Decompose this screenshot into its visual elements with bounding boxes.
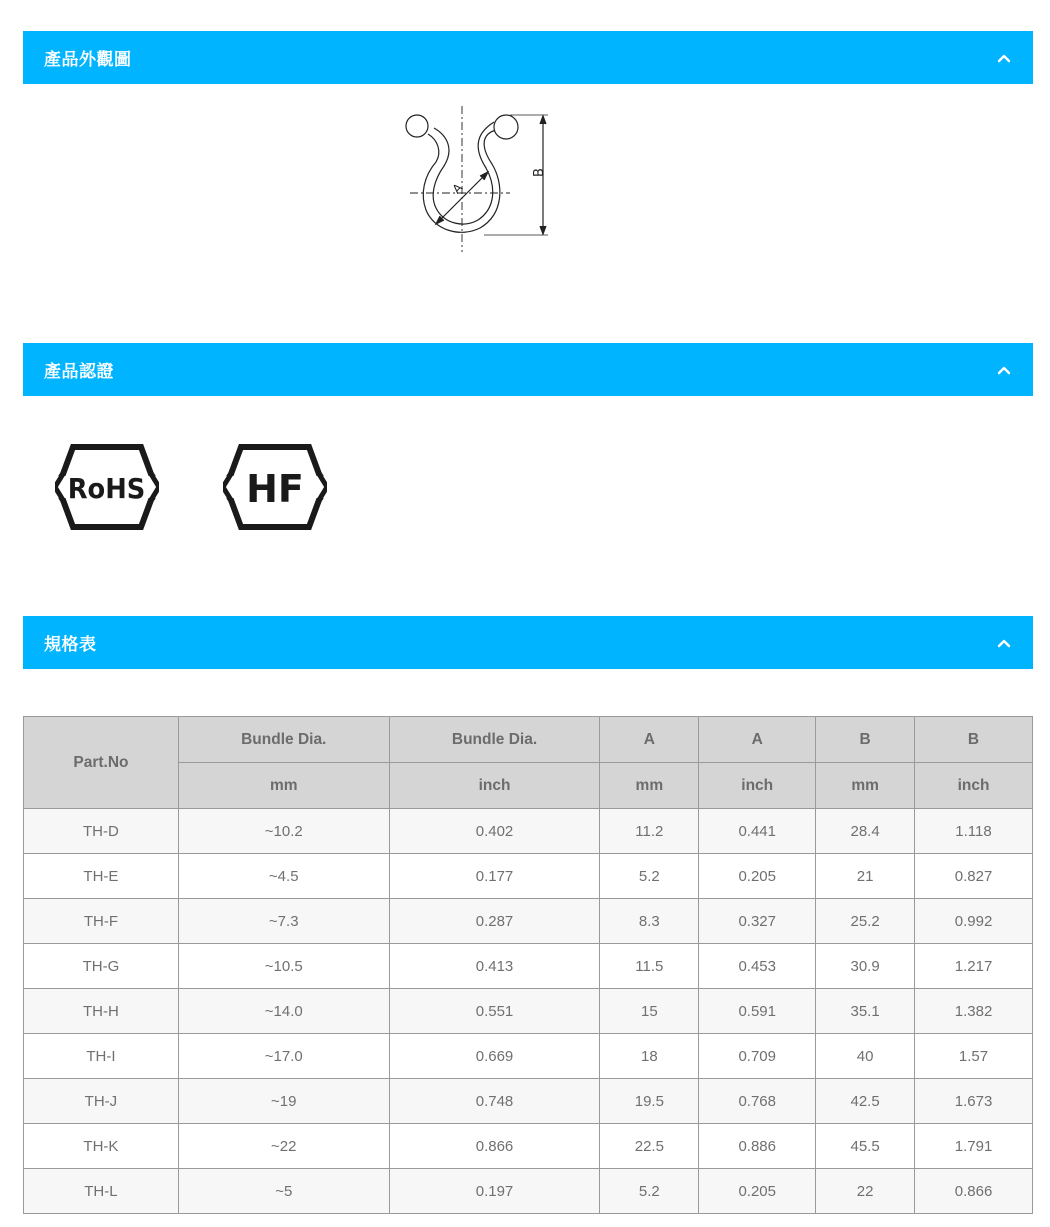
table-cell: 8.3 (600, 899, 699, 944)
table-row (24, 899, 1033, 944)
table-cell: 0.669 (389, 1034, 600, 1079)
table-cell: 25.2 (816, 899, 915, 944)
part-number-cell: TH-F (24, 899, 179, 944)
column-header: Part.No (24, 717, 179, 809)
table-cell: 0.402 (389, 809, 600, 854)
table-cell: ~10.2 (178, 809, 389, 854)
table-cell: ~5 (178, 1169, 389, 1214)
table-cell: 0.205 (699, 1169, 816, 1214)
dimension-label-b: B (532, 168, 547, 177)
column-header: Bundle Dia. (389, 717, 600, 763)
table-cell: 15 (600, 989, 699, 1034)
table-cell: 0.768 (699, 1079, 816, 1124)
chevron-up-icon[interactable] (997, 636, 1011, 650)
chevron-up-icon[interactable] (997, 363, 1011, 377)
table-cell: ~4.5 (178, 854, 389, 899)
table-cell: ~14.0 (178, 989, 389, 1034)
column-header: A (600, 717, 699, 763)
table-cell: 35.1 (816, 989, 915, 1034)
hf-logo-text: HF (246, 467, 304, 511)
part-number-cell: TH-L (24, 1169, 179, 1214)
table-cell: 0.551 (389, 989, 600, 1034)
table-cell: 0.441 (699, 809, 816, 854)
table-cell: 22.5 (600, 1124, 699, 1169)
table-cell: 11.5 (600, 944, 699, 989)
section-title: 規格表 (44, 635, 97, 655)
table-row (24, 1124, 1033, 1169)
table-cell: 1.217 (915, 944, 1033, 989)
column-header: B (816, 717, 915, 763)
table-cell: 0.413 (389, 944, 600, 989)
chevron-up-icon[interactable] (997, 51, 1011, 65)
section-header-appearance[interactable] (23, 31, 1033, 84)
section-header-spec[interactable] (23, 616, 1033, 669)
table-cell: 1.791 (915, 1124, 1033, 1169)
table-cell: 45.5 (816, 1124, 915, 1169)
table-cell: 0.453 (699, 944, 816, 989)
column-header: B (915, 717, 1033, 763)
table-cell: ~10.5 (178, 944, 389, 989)
table-cell: 0.287 (389, 899, 600, 944)
table-cell: 1.673 (915, 1079, 1033, 1124)
table-row (24, 1079, 1033, 1124)
table-cell: 1.57 (915, 1034, 1033, 1079)
unit-header: inch (389, 763, 600, 809)
table-cell: 0.866 (915, 1169, 1033, 1214)
part-number-cell: TH-K (24, 1124, 179, 1169)
table-cell: 0.709 (699, 1034, 816, 1079)
part-number-cell: TH-E (24, 854, 179, 899)
unit-header: mm (178, 763, 389, 809)
table-header-row (24, 717, 1033, 763)
column-header: Bundle Dia. (178, 717, 389, 763)
table-cell: 0.205 (699, 854, 816, 899)
table-cell: 1.382 (915, 989, 1033, 1034)
unit-header: inch (699, 763, 816, 809)
table-cell: 0.886 (699, 1124, 816, 1169)
table-row (24, 1034, 1033, 1079)
part-number-cell: TH-G (24, 944, 179, 989)
table-cell: 11.2 (600, 809, 699, 854)
part-number-cell: TH-D (24, 809, 179, 854)
table-cell: ~19 (178, 1079, 389, 1124)
column-header: A (699, 717, 816, 763)
table-row (24, 944, 1033, 989)
table-cell: 21 (816, 854, 915, 899)
unit-header: mm (600, 763, 699, 809)
table-cell: 0.591 (699, 989, 816, 1034)
table-cell: ~7.3 (178, 899, 389, 944)
table-cell: 18 (600, 1034, 699, 1079)
rohs-logo-text: RoHS (67, 473, 146, 506)
part-number-cell: TH-H (24, 989, 179, 1034)
table-cell: 40 (816, 1034, 915, 1079)
dimension-label-a: A (449, 180, 466, 197)
table-cell: ~17.0 (178, 1034, 389, 1079)
hf-logo (223, 444, 327, 530)
table-cell: 0.992 (915, 899, 1033, 944)
table-cell: 0.177 (389, 854, 600, 899)
table-cell: 5.2 (600, 1169, 699, 1214)
table-row (24, 989, 1033, 1034)
product-dimension-diagram (400, 104, 552, 254)
table-cell: 0.866 (389, 1124, 600, 1169)
unit-header: mm (816, 763, 915, 809)
table-cell: 19.5 (600, 1079, 699, 1124)
spec-table (23, 716, 1033, 1214)
table-cell: 5.2 (600, 854, 699, 899)
table-row (24, 854, 1033, 899)
table-row (24, 809, 1033, 854)
unit-header: inch (915, 763, 1033, 809)
table-cell: ~22 (178, 1124, 389, 1169)
table-cell: 30.9 (816, 944, 915, 989)
part-number-cell: TH-J (24, 1079, 179, 1124)
section-header-certification[interactable] (23, 343, 1033, 396)
table-cell: 28.4 (816, 809, 915, 854)
table-cell: 0.327 (699, 899, 816, 944)
table-cell: 1.118 (915, 809, 1033, 854)
table-cell: 0.748 (389, 1079, 600, 1124)
table-cell: 0.827 (915, 854, 1033, 899)
table-row (24, 1169, 1033, 1214)
part-number-cell: TH-I (24, 1034, 179, 1079)
table-cell: 42.5 (816, 1079, 915, 1124)
rohs-logo (55, 444, 159, 530)
table-cell: 0.197 (389, 1169, 600, 1214)
section-title: 產品外觀圖 (44, 50, 132, 70)
table-cell: 22 (816, 1169, 915, 1214)
section-title: 產品認證 (44, 362, 114, 382)
